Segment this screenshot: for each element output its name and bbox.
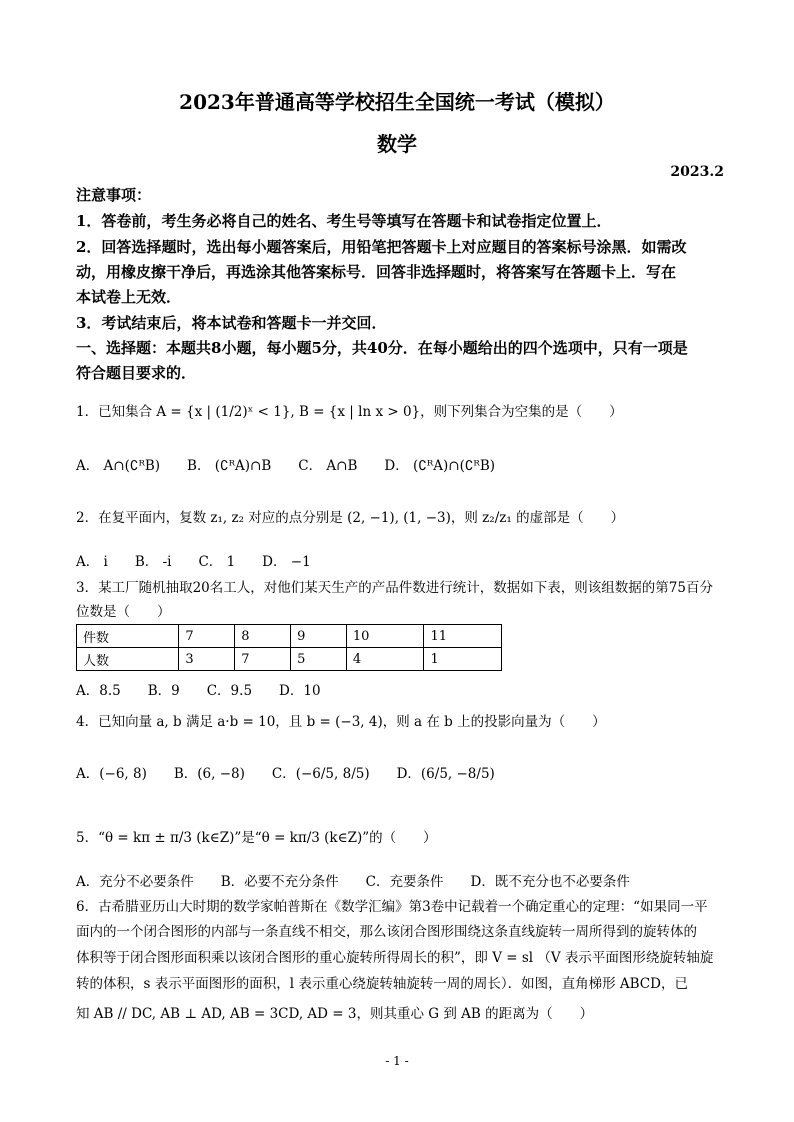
question-3-stem-a: 3．某工厂随机抽取20名工人，对他们某天生产的产品件数进行统计，数据如下表，则该组数据的第75百分 xyxy=(76,580,713,596)
exam-date: 2023.2 xyxy=(670,164,724,180)
page-number: - 1 - xyxy=(385,1054,409,1068)
table-cell: 9 xyxy=(291,625,347,648)
table-row xyxy=(77,648,502,671)
table-row xyxy=(77,625,502,648)
question-3-options: A．8.5 B．9 C．9.5 D．10 xyxy=(76,683,321,699)
question-5-stem: 5．“θ = kπ ± π/3 (k∈Z)”是“θ = kπ/3 (k∈Z)”的（ ） xyxy=(76,830,437,846)
table-cell: 人数 xyxy=(77,648,179,671)
table-cell: 5 xyxy=(291,648,347,671)
table-cell: 11 xyxy=(424,625,502,648)
notice-line-2b: 动，用橡皮擦干净后，再选涂其他答案标号．回答非选择题时，将答案写在答题卡上．写在 xyxy=(76,263,677,281)
question-1-stem: 1．已知集合 A = {x | (1/2)ˣ < 1}, B = {x | ln x > 0}，则下列集合为空集的是（ ） xyxy=(76,404,623,420)
question-6-line-3: 体积等于闭合图形面积乘以该闭合图形的重心旋转所得周长的积”，即 V = sl （V 表示平面图形绕旋转轴旋 xyxy=(76,950,714,966)
question-4-options: A．(−6, 8) B．(6, −8) C．(−6/5, 8/5) D．(6/5, −8/5) xyxy=(76,766,495,782)
question-2-stem: 2．在复平面内，复数 z₁, z₂ 对应的点分别是 (2, −1), (1, −3)，则 z₂/z₁ 的虚部是（ ） xyxy=(76,510,625,526)
subject-title: 数学 xyxy=(377,132,417,156)
question-1-options: A． A∩(∁ᴿB) B． (∁ᴿA)∩B C． A∩B D． (∁ᴿA)∩(∁ᴿB) xyxy=(76,458,496,474)
question-6-line-5: 知 AB // DC, AB ⊥ AD, AB = 3CD, AD = 3，则其重心 G 到 AB 的距离为（ ） xyxy=(76,1006,594,1022)
question-6-line-2: 面内的一个闭合图形的内部与一条直线不相交，那么该闭合图形围绕这条直线旋转一周所得到的旋转体的 xyxy=(76,924,697,940)
data-table xyxy=(76,624,502,671)
section-heading-line-2: 符合题目要求的． xyxy=(76,364,197,382)
notice-line-2a: 2．回答选择题时，选出每小题答案后，用铅笔把答题卡上对应题目的答案标号涂黑．如需改 xyxy=(76,238,687,256)
table-cell: 7 xyxy=(179,625,235,648)
notice-heading: 注意事项： xyxy=(76,186,152,204)
notice-line-2c: 本试卷上无效． xyxy=(76,288,182,306)
table-cell: 3 xyxy=(179,648,235,671)
section-heading-line-1: 一、选择题：本题共8小题，每小题5分，共40分．在每小题给出的四个选项中，只有一项是 xyxy=(76,339,688,357)
question-4-stem: 4．已知向量 a, b 满足 a·b = 10，且 b = (−3, 4)，则 a 在 b 上的投影向量为（ ） xyxy=(76,714,606,730)
table-cell: 4 xyxy=(346,648,424,671)
question-6-line-1: 6．古希腊亚历山大时期的数学家帕普斯在《数学汇编》第3卷中记载着一个确定重心的定理：“如果同一平 xyxy=(76,899,708,915)
question-2-options: A． i B． -i C． 1 D． −1 xyxy=(76,554,311,570)
notice-line-3: 3．考试结束后，将本试卷和答题卡一并交回． xyxy=(76,314,387,332)
question-3-stem-b: 位数是（ ） xyxy=(76,604,171,620)
table-cell: 8 xyxy=(235,625,291,648)
question-5-options: A．充分不必要条件 B．必要不充分条件 C．充要条件 D．既不充分也不必要条件 xyxy=(76,874,630,890)
notice-line-1: 1．答卷前，考生务必将自己的姓名、考生号等填写在答题卡和试卷指定位置上． xyxy=(76,212,612,230)
table-cell: 1 xyxy=(424,648,502,671)
table-cell: 10 xyxy=(346,625,424,648)
question-6-line-4: 转的体积，s 表示平面图形的面积，l 表示重心绕旋转轴旋转一周的周长）．如图，直角梯形 ABCD，已 xyxy=(76,976,688,992)
table-cell: 件数 xyxy=(77,625,179,648)
table-cell: 7 xyxy=(235,648,291,671)
exam-title: 2023年普通高等学校招生全国统一考试（模拟） xyxy=(179,90,615,114)
